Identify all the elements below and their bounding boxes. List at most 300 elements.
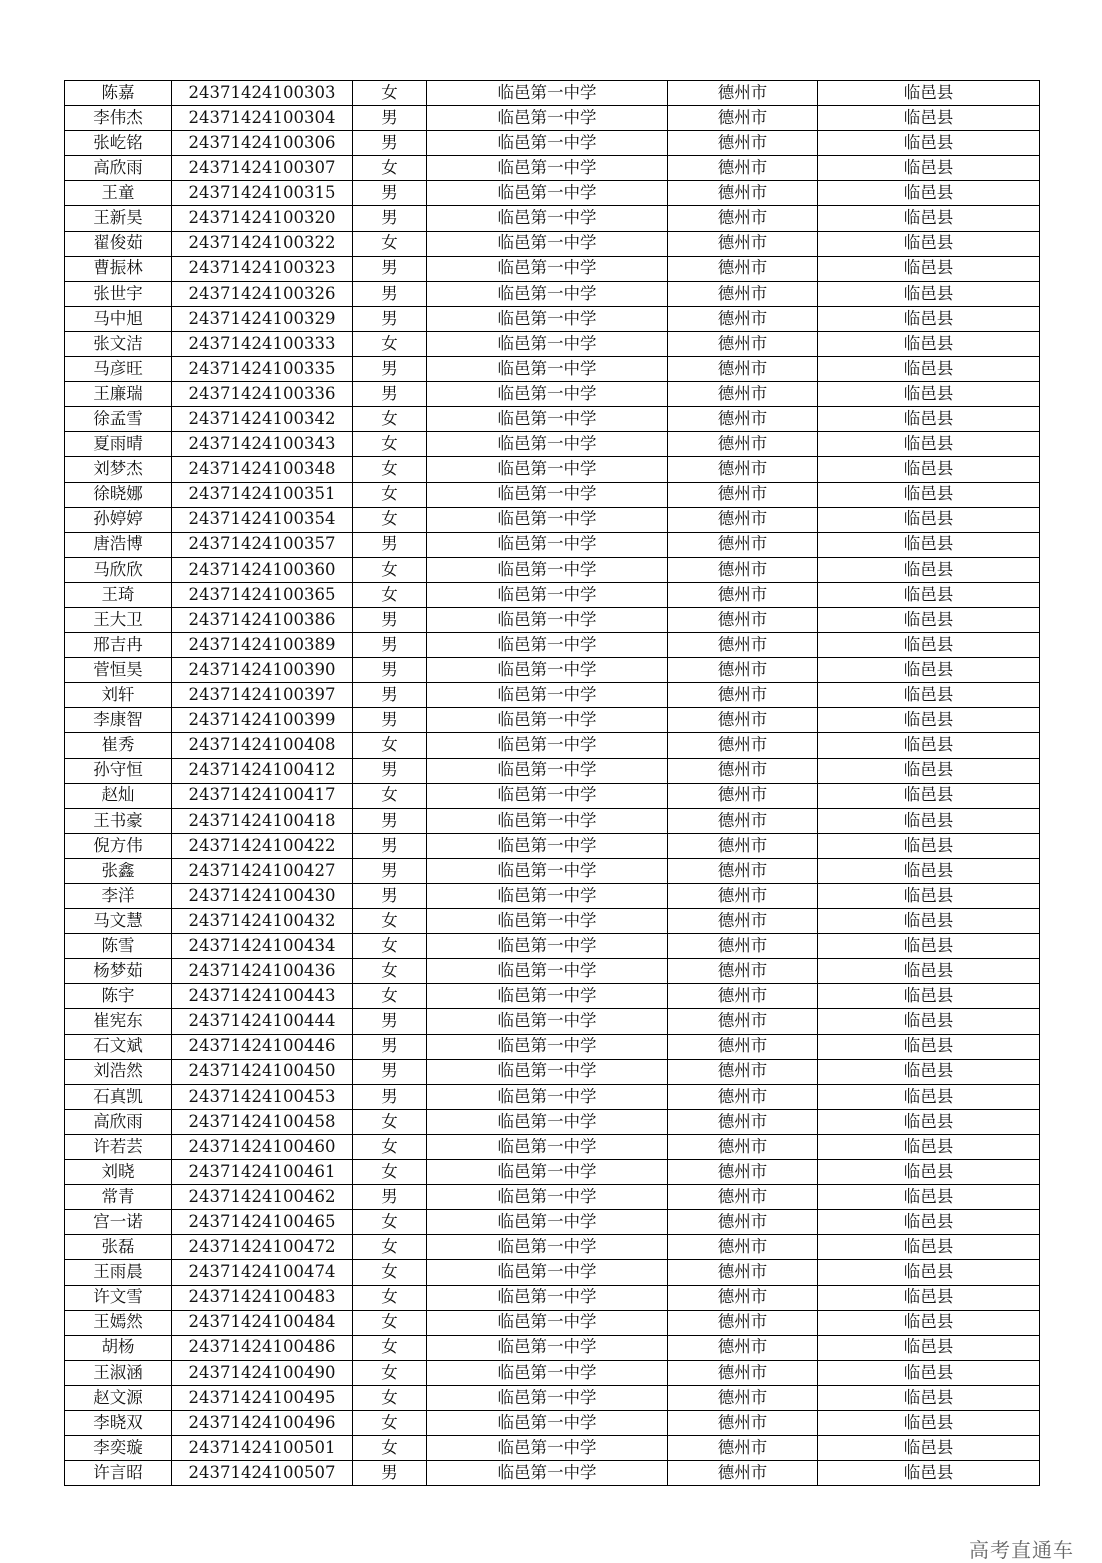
- county-cell: 临邑县: [818, 984, 1040, 1009]
- table-row: [65, 858, 1040, 883]
- city-cell: 德州市: [668, 758, 818, 783]
- table-row: [65, 407, 1040, 432]
- city-cell: 德州市: [668, 808, 818, 833]
- county-cell: 临邑县: [818, 1410, 1040, 1435]
- county-cell: 临邑县: [818, 607, 1040, 632]
- student-name-cell: 王童: [65, 181, 172, 206]
- table-row: [65, 733, 1040, 758]
- gender-cell: 女: [353, 1235, 427, 1260]
- student-name-cell: 刘梦杰: [65, 457, 172, 482]
- county-cell: 临邑县: [818, 1009, 1040, 1034]
- table-row: [65, 306, 1040, 331]
- gender-cell: 男: [353, 206, 427, 231]
- exam-id-cell: 24371424100436: [172, 959, 353, 984]
- school-cell: 临邑第一中学: [427, 658, 668, 683]
- school-cell: 临邑第一中学: [427, 1360, 668, 1385]
- student-name-cell: 马欣欣: [65, 557, 172, 582]
- student-name-cell: 王淑涵: [65, 1360, 172, 1385]
- county-cell: 临邑县: [818, 1335, 1040, 1360]
- table-row: [65, 281, 1040, 306]
- table-row: [65, 156, 1040, 181]
- gender-cell: 女: [353, 959, 427, 984]
- gender-cell: 男: [353, 382, 427, 407]
- school-cell: 临邑第一中学: [427, 1160, 668, 1185]
- school-cell: 临邑第一中学: [427, 758, 668, 783]
- student-name-cell: 杨梦茹: [65, 959, 172, 984]
- exam-id-cell: 24371424100389: [172, 633, 353, 658]
- gender-cell: 女: [353, 1335, 427, 1360]
- table-row: [65, 683, 1040, 708]
- exam-id-cell: 24371424100460: [172, 1134, 353, 1159]
- gender-cell: 男: [353, 131, 427, 156]
- student-name-cell: 刘晓: [65, 1160, 172, 1185]
- exam-id-cell: 24371424100465: [172, 1210, 353, 1235]
- table-row: [65, 959, 1040, 984]
- table-row: [65, 382, 1040, 407]
- city-cell: 德州市: [668, 1160, 818, 1185]
- county-cell: 临邑县: [818, 507, 1040, 532]
- city-cell: 德州市: [668, 607, 818, 632]
- county-cell: 临邑县: [818, 1310, 1040, 1335]
- gender-cell: 女: [353, 733, 427, 758]
- county-cell: 临邑县: [818, 1109, 1040, 1134]
- city-cell: 德州市: [668, 457, 818, 482]
- exam-id-cell: 24371424100444: [172, 1009, 353, 1034]
- city-cell: 德州市: [668, 231, 818, 256]
- county-cell: 临邑县: [818, 582, 1040, 607]
- exam-id-cell: 24371424100365: [172, 582, 353, 607]
- student-name-cell: 李洋: [65, 884, 172, 909]
- table-row: [65, 206, 1040, 231]
- school-cell: 临邑第一中学: [427, 532, 668, 557]
- gender-cell: 女: [353, 934, 427, 959]
- table-row: [65, 1009, 1040, 1034]
- school-cell: 临邑第一中学: [427, 808, 668, 833]
- county-cell: 临邑县: [818, 557, 1040, 582]
- exam-id-cell: 24371424100360: [172, 557, 353, 582]
- student-name-cell: 石文斌: [65, 1034, 172, 1059]
- school-cell: 临邑第一中学: [427, 407, 668, 432]
- table-row: [65, 1260, 1040, 1285]
- city-cell: 德州市: [668, 1461, 818, 1486]
- student-name-cell: 常青: [65, 1185, 172, 1210]
- gender-cell: 男: [353, 1185, 427, 1210]
- city-cell: 德州市: [668, 833, 818, 858]
- table-row: [65, 1109, 1040, 1134]
- table-row: [65, 1235, 1040, 1260]
- gender-cell: 女: [353, 1285, 427, 1310]
- city-cell: 德州市: [668, 633, 818, 658]
- exam-id-cell: 24371424100408: [172, 733, 353, 758]
- student-name-cell: 许文雪: [65, 1285, 172, 1310]
- gender-cell: 女: [353, 81, 427, 106]
- table-row: [65, 934, 1040, 959]
- county-cell: 临邑县: [818, 131, 1040, 156]
- city-cell: 德州市: [668, 909, 818, 934]
- exam-id-cell: 24371424100458: [172, 1109, 353, 1134]
- student-name-cell: 马彦旺: [65, 357, 172, 382]
- county-cell: 临邑县: [818, 256, 1040, 281]
- city-cell: 德州市: [668, 432, 818, 457]
- student-name-cell: 赵灿: [65, 783, 172, 808]
- city-cell: 德州市: [668, 884, 818, 909]
- county-cell: 临邑县: [818, 457, 1040, 482]
- city-cell: 德州市: [668, 733, 818, 758]
- county-cell: 临邑县: [818, 482, 1040, 507]
- student-name-cell: 孙守恒: [65, 758, 172, 783]
- gender-cell: 男: [353, 808, 427, 833]
- student-name-cell: 徐晓娜: [65, 482, 172, 507]
- county-cell: 临邑县: [818, 407, 1040, 432]
- county-cell: 临邑县: [818, 532, 1040, 557]
- student-name-cell: 崔宪东: [65, 1009, 172, 1034]
- table-row: [65, 1335, 1040, 1360]
- exam-id-cell: 24371424100323: [172, 256, 353, 281]
- student-name-cell: 孙婷婷: [65, 507, 172, 532]
- gender-cell: 女: [353, 1385, 427, 1410]
- school-cell: 临邑第一中学: [427, 156, 668, 181]
- exam-id-cell: 24371424100412: [172, 758, 353, 783]
- county-cell: 临邑县: [818, 683, 1040, 708]
- city-cell: 德州市: [668, 683, 818, 708]
- school-cell: 临邑第一中学: [427, 306, 668, 331]
- student-name-cell: 唐浩博: [65, 532, 172, 557]
- school-cell: 临邑第一中学: [427, 1260, 668, 1285]
- table-row: [65, 181, 1040, 206]
- gender-cell: 男: [353, 1084, 427, 1109]
- gender-cell: 男: [353, 683, 427, 708]
- city-cell: 德州市: [668, 131, 818, 156]
- exam-id-cell: 24371424100496: [172, 1410, 353, 1435]
- table-row: [65, 582, 1040, 607]
- gender-cell: 女: [353, 909, 427, 934]
- county-cell: 临邑县: [818, 1210, 1040, 1235]
- gender-cell: 男: [353, 633, 427, 658]
- city-cell: 德州市: [668, 281, 818, 306]
- county-cell: 临邑县: [818, 281, 1040, 306]
- county-cell: 临邑县: [818, 783, 1040, 808]
- table-row: [65, 808, 1040, 833]
- exam-id-cell: 24371424100461: [172, 1160, 353, 1185]
- city-cell: 德州市: [668, 507, 818, 532]
- county-cell: 临邑县: [818, 1160, 1040, 1185]
- student-name-cell: 徐孟雪: [65, 407, 172, 432]
- school-cell: 临邑第一中学: [427, 1134, 668, 1159]
- school-cell: 临邑第一中学: [427, 708, 668, 733]
- county-cell: 临邑县: [818, 1185, 1040, 1210]
- city-cell: 德州市: [668, 557, 818, 582]
- school-cell: 临邑第一中学: [427, 281, 668, 306]
- student-name-cell: 王书豪: [65, 808, 172, 833]
- school-cell: 临邑第一中学: [427, 181, 668, 206]
- table-row: [65, 457, 1040, 482]
- city-cell: 德州市: [668, 1436, 818, 1461]
- exam-id-cell: 24371424100486: [172, 1335, 353, 1360]
- exam-id-cell: 24371424100462: [172, 1185, 353, 1210]
- county-cell: 临邑县: [818, 833, 1040, 858]
- gender-cell: 女: [353, 582, 427, 607]
- county-cell: 临邑县: [818, 1260, 1040, 1285]
- table-row: [65, 1210, 1040, 1235]
- school-cell: 临邑第一中学: [427, 1385, 668, 1410]
- school-cell: 临邑第一中学: [427, 1461, 668, 1486]
- table-row: [65, 482, 1040, 507]
- city-cell: 德州市: [668, 1009, 818, 1034]
- city-cell: 德州市: [668, 1310, 818, 1335]
- city-cell: 德州市: [668, 482, 818, 507]
- gender-cell: 女: [353, 407, 427, 432]
- city-cell: 德州市: [668, 357, 818, 382]
- city-cell: 德州市: [668, 1084, 818, 1109]
- city-cell: 德州市: [668, 783, 818, 808]
- city-cell: 德州市: [668, 1335, 818, 1360]
- county-cell: 临邑县: [818, 181, 1040, 206]
- exam-id-cell: 24371424100326: [172, 281, 353, 306]
- city-cell: 德州市: [668, 1285, 818, 1310]
- student-name-cell: 张屹铭: [65, 131, 172, 156]
- watermark-text: 高考直通车: [969, 1538, 1074, 1562]
- school-cell: 临邑第一中学: [427, 959, 668, 984]
- exam-id-cell: 24371424100399: [172, 708, 353, 733]
- student-name-cell: 翟俊茹: [65, 231, 172, 256]
- school-cell: 临邑第一中学: [427, 1210, 668, 1235]
- county-cell: 临邑县: [818, 1385, 1040, 1410]
- student-name-cell: 菅恒昊: [65, 658, 172, 683]
- table-row: [65, 256, 1040, 281]
- school-cell: 临邑第一中学: [427, 457, 668, 482]
- exam-id-cell: 24371424100342: [172, 407, 353, 432]
- table-row: [65, 131, 1040, 156]
- city-cell: 德州市: [668, 658, 818, 683]
- table-row: [65, 909, 1040, 934]
- gender-cell: 男: [353, 1009, 427, 1034]
- gender-cell: 男: [353, 1034, 427, 1059]
- gender-cell: 女: [353, 331, 427, 356]
- student-name-cell: 张鑫: [65, 858, 172, 883]
- table-row: [65, 507, 1040, 532]
- gender-cell: 女: [353, 156, 427, 181]
- school-cell: 临邑第一中学: [427, 582, 668, 607]
- city-cell: 德州市: [668, 582, 818, 607]
- exam-id-cell: 24371424100303: [172, 81, 353, 106]
- exam-id-cell: 24371424100348: [172, 457, 353, 482]
- exam-id-cell: 24371424100343: [172, 432, 353, 457]
- county-cell: 临邑县: [818, 858, 1040, 883]
- city-cell: 德州市: [668, 1034, 818, 1059]
- exam-id-cell: 24371424100351: [172, 482, 353, 507]
- exam-id-cell: 24371424100443: [172, 984, 353, 1009]
- city-cell: 德州市: [668, 156, 818, 181]
- city-cell: 德州市: [668, 382, 818, 407]
- school-cell: 临邑第一中学: [427, 331, 668, 356]
- table-row: [65, 633, 1040, 658]
- gender-cell: 女: [353, 1410, 427, 1435]
- table-row: [65, 708, 1040, 733]
- school-cell: 临邑第一中学: [427, 1034, 668, 1059]
- gender-cell: 男: [353, 658, 427, 683]
- school-cell: 临邑第一中学: [427, 683, 668, 708]
- school-cell: 临邑第一中学: [427, 432, 668, 457]
- gender-cell: 女: [353, 1134, 427, 1159]
- city-cell: 德州市: [668, 1260, 818, 1285]
- city-cell: 德州市: [668, 1410, 818, 1435]
- gender-cell: 男: [353, 256, 427, 281]
- city-cell: 德州市: [668, 206, 818, 231]
- table-row: [65, 1461, 1040, 1486]
- gender-cell: 男: [353, 281, 427, 306]
- table-row: [65, 331, 1040, 356]
- county-cell: 临邑县: [818, 1285, 1040, 1310]
- school-cell: 临邑第一中学: [427, 482, 668, 507]
- gender-cell: 男: [353, 858, 427, 883]
- county-cell: 临邑县: [818, 231, 1040, 256]
- table-row: [65, 81, 1040, 106]
- student-name-cell: 李康智: [65, 708, 172, 733]
- gender-cell: 女: [353, 432, 427, 457]
- city-cell: 德州市: [668, 1134, 818, 1159]
- table-row: [65, 607, 1040, 632]
- table-row: [65, 1185, 1040, 1210]
- exam-id-cell: 24371424100336: [172, 382, 353, 407]
- county-cell: 临邑县: [818, 1059, 1040, 1084]
- gender-cell: 女: [353, 1360, 427, 1385]
- school-cell: 临邑第一中学: [427, 1335, 668, 1360]
- exam-id-cell: 24371424100417: [172, 783, 353, 808]
- student-name-cell: 王大卫: [65, 607, 172, 632]
- school-cell: 临邑第一中学: [427, 1285, 668, 1310]
- school-cell: 临邑第一中学: [427, 633, 668, 658]
- table-row: [65, 884, 1040, 909]
- county-cell: 临邑县: [818, 633, 1040, 658]
- table-row: [65, 532, 1040, 557]
- student-name-cell: 张磊: [65, 1235, 172, 1260]
- exam-id-cell: 24371424100483: [172, 1285, 353, 1310]
- gender-cell: 女: [353, 783, 427, 808]
- school-cell: 临邑第一中学: [427, 1436, 668, 1461]
- city-cell: 德州市: [668, 106, 818, 131]
- exam-id-cell: 24371424100390: [172, 658, 353, 683]
- county-cell: 临邑县: [818, 959, 1040, 984]
- gender-cell: 男: [353, 357, 427, 382]
- exam-id-cell: 24371424100432: [172, 909, 353, 934]
- exam-id-cell: 24371424100427: [172, 858, 353, 883]
- table-row: [65, 1360, 1040, 1385]
- city-cell: 德州市: [668, 934, 818, 959]
- student-roster-table: [64, 80, 1040, 1486]
- school-cell: 临邑第一中学: [427, 231, 668, 256]
- student-name-cell: 许若芸: [65, 1134, 172, 1159]
- county-cell: 临邑县: [818, 156, 1040, 181]
- student-name-cell: 许言昭: [65, 1461, 172, 1486]
- student-name-cell: 马中旭: [65, 306, 172, 331]
- county-cell: 临邑县: [818, 81, 1040, 106]
- table-row: [65, 231, 1040, 256]
- city-cell: 德州市: [668, 984, 818, 1009]
- exam-id-cell: 24371424100453: [172, 1084, 353, 1109]
- exam-id-cell: 24371424100472: [172, 1235, 353, 1260]
- county-cell: 临邑县: [818, 909, 1040, 934]
- exam-id-cell: 24371424100329: [172, 306, 353, 331]
- exam-id-cell: 24371424100397: [172, 683, 353, 708]
- exam-id-cell: 24371424100386: [172, 607, 353, 632]
- gender-cell: 男: [353, 306, 427, 331]
- exam-id-cell: 24371424100446: [172, 1034, 353, 1059]
- school-cell: 临邑第一中学: [427, 206, 668, 231]
- exam-id-cell: 24371424100490: [172, 1360, 353, 1385]
- gender-cell: 男: [353, 1059, 427, 1084]
- school-cell: 临邑第一中学: [427, 833, 668, 858]
- school-cell: 临邑第一中学: [427, 1310, 668, 1335]
- gender-cell: 女: [353, 984, 427, 1009]
- student-name-cell: 刘浩然: [65, 1059, 172, 1084]
- table-row: [65, 432, 1040, 457]
- exam-id-cell: 24371424100306: [172, 131, 353, 156]
- school-cell: 临邑第一中学: [427, 1084, 668, 1109]
- gender-cell: 女: [353, 231, 427, 256]
- exam-id-cell: 24371424100333: [172, 331, 353, 356]
- school-cell: 临邑第一中学: [427, 1185, 668, 1210]
- school-cell: 临邑第一中学: [427, 81, 668, 106]
- exam-id-cell: 24371424100430: [172, 884, 353, 909]
- student-name-cell: 陈嘉: [65, 81, 172, 106]
- county-cell: 临邑县: [818, 1034, 1040, 1059]
- county-cell: 临邑县: [818, 733, 1040, 758]
- school-cell: 临邑第一中学: [427, 1109, 668, 1134]
- student-name-cell: 王新昊: [65, 206, 172, 231]
- gender-cell: 女: [353, 1210, 427, 1235]
- city-cell: 德州市: [668, 331, 818, 356]
- gender-cell: 女: [353, 507, 427, 532]
- school-cell: 临邑第一中学: [427, 1410, 668, 1435]
- school-cell: 临邑第一中学: [427, 1059, 668, 1084]
- exam-id-cell: 24371424100357: [172, 532, 353, 557]
- student-name-cell: 王嫣然: [65, 1310, 172, 1335]
- student-name-cell: 王琦: [65, 582, 172, 607]
- student-name-cell: 崔秀: [65, 733, 172, 758]
- student-name-cell: 李伟杰: [65, 106, 172, 131]
- school-cell: 临邑第一中学: [427, 934, 668, 959]
- gender-cell: 男: [353, 833, 427, 858]
- table-row: [65, 1134, 1040, 1159]
- student-name-cell: 陈宇: [65, 984, 172, 1009]
- city-cell: 德州市: [668, 708, 818, 733]
- table-row: [65, 984, 1040, 1009]
- student-name-cell: 刘轩: [65, 683, 172, 708]
- school-cell: 临邑第一中学: [427, 1235, 668, 1260]
- county-cell: 临邑县: [818, 206, 1040, 231]
- student-name-cell: 李晓双: [65, 1410, 172, 1435]
- exam-id-cell: 24371424100335: [172, 357, 353, 382]
- exam-id-cell: 24371424100507: [172, 1461, 353, 1486]
- student-name-cell: 张文洁: [65, 331, 172, 356]
- student-name-cell: 张世宇: [65, 281, 172, 306]
- exam-id-cell: 24371424100484: [172, 1310, 353, 1335]
- gender-cell: 男: [353, 106, 427, 131]
- exam-id-cell: 24371424100495: [172, 1385, 353, 1410]
- gender-cell: 男: [353, 884, 427, 909]
- student-name-cell: 石真凯: [65, 1084, 172, 1109]
- exam-id-cell: 24371424100501: [172, 1436, 353, 1461]
- exam-id-cell: 24371424100474: [172, 1260, 353, 1285]
- county-cell: 临邑县: [818, 306, 1040, 331]
- county-cell: 临邑县: [818, 808, 1040, 833]
- school-cell: 临邑第一中学: [427, 783, 668, 808]
- table-row: [65, 658, 1040, 683]
- student-name-cell: 胡杨: [65, 1335, 172, 1360]
- county-cell: 临邑县: [818, 1461, 1040, 1486]
- gender-cell: 男: [353, 1461, 427, 1486]
- city-cell: 德州市: [668, 81, 818, 106]
